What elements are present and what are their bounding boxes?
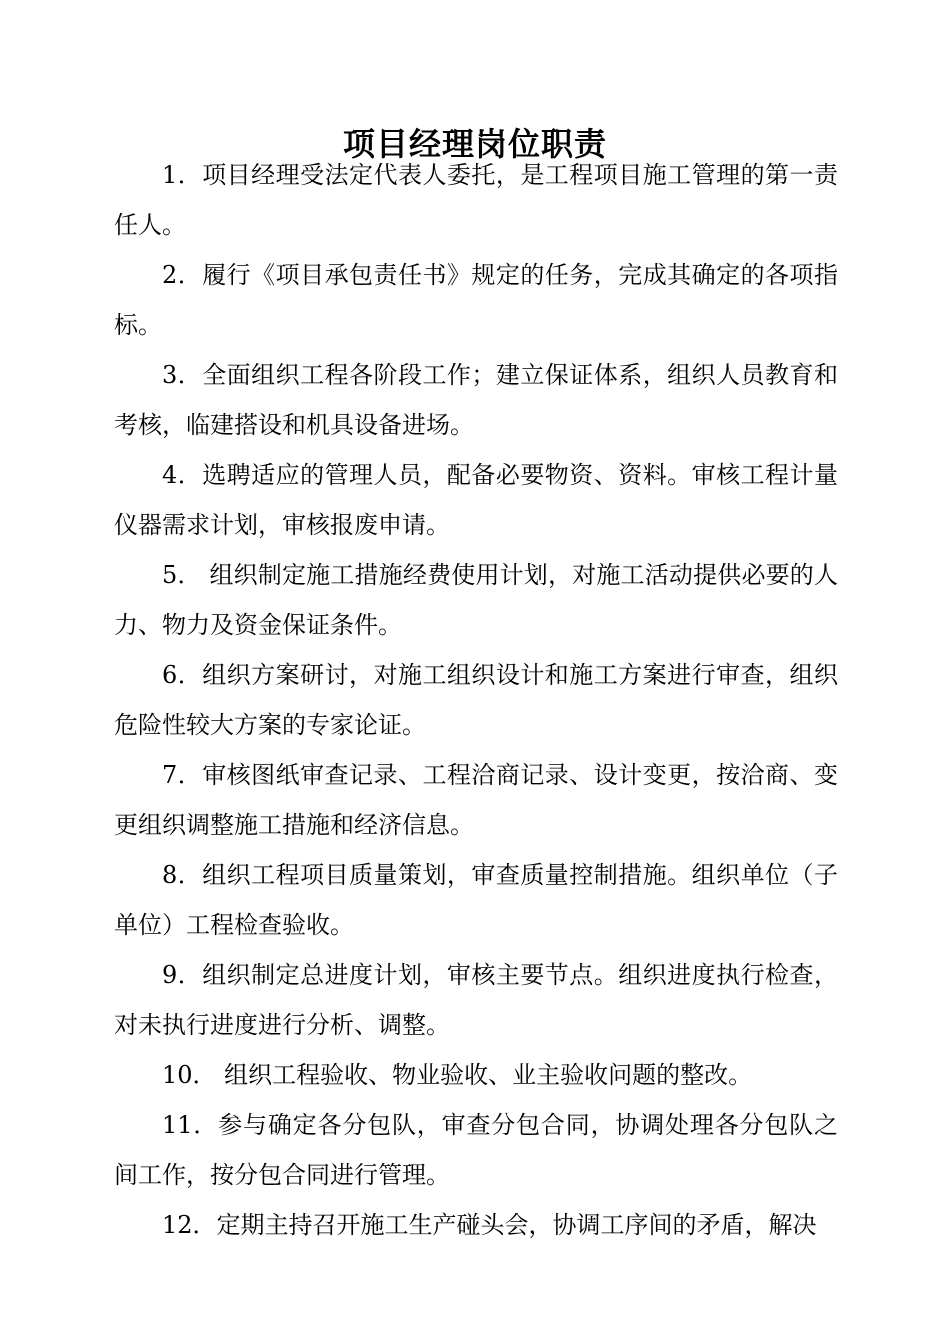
- duty-item-5: 5． 组织制定施工措施经费使用计划，对施工活动提供必要的人力、物力及资金保证条件。: [114, 561, 838, 639]
- duty-item-4: 4．选聘适应的管理人员，配备必要物资、资料。审核工程计量仪器需求计划，审核报废申请。: [114, 461, 838, 539]
- duty-item-11: 11．参与确定各分包队，审查分包合同，协调处理各分包队之间工作，按分包合同进行管理。: [114, 1111, 838, 1189]
- document-body: [114, 150, 838, 1250]
- duty-item-2: 2．履行《项目承包责任书》规定的任务，完成其确定的各项指标。: [114, 261, 838, 339]
- page-title: 项目经理岗位职责: [342, 125, 607, 164]
- duty-item-12: 12．定期主持召开施工生产碰头会，协调工序间的矛盾，解决: [162, 1211, 817, 1239]
- duty-item-7: 7．审核图纸审查记录、工程洽商记录、设计变更，按洽商、变更组织调整施工措施和经济信息。: [114, 761, 838, 839]
- duty-item-8: 8．组织工程项目质量策划，审查质量控制措施。组织单位（子单位）工程检查验收。: [114, 861, 838, 939]
- duty-item-1: 1．项目经理受法定代表人委托，是工程项目施工管理的第一责任人。: [114, 161, 838, 239]
- duty-item-9: 9．组织制定总进度计划，审核主要节点。组织进度执行检查，对未执行进度进行分析、调整。: [114, 961, 838, 1039]
- duty-item-3: 3．全面组织工程各阶段工作；建立保证体系，组织人员教育和考核，临建搭设和机具设备进场。: [114, 361, 838, 439]
- duty-item-6: 6．组织方案研讨，对施工组织设计和施工方案进行审查，组织危险性较大方案的专家论证。: [114, 661, 838, 739]
- duty-item-10: 10． 组织工程验收、物业验收、业主验收问题的整改。: [162, 1061, 753, 1089]
